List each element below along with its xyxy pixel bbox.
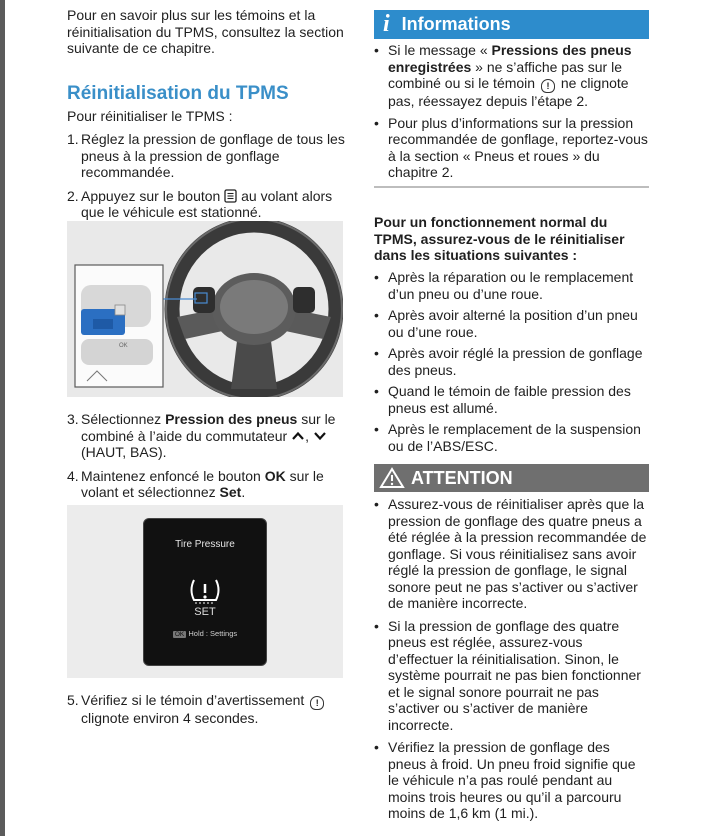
step-3-bold: Pression des pneus <box>165 411 298 427</box>
cluster-hold-text: Hold : Settings <box>188 629 238 638</box>
tpms-indicator-icon: ! <box>310 696 324 710</box>
chevron-up-icon <box>291 431 305 441</box>
info-title: Informations <box>401 14 511 34</box>
steering-wheel-figure <box>67 221 343 397</box>
situation-item: • Après le remplacement de la suspension ou de l’ABS/ESC. <box>374 421 650 454</box>
steps-list-a <box>67 131 347 227</box>
attention-title: ATTENTION <box>411 467 513 488</box>
cluster-figure <box>67 505 343 678</box>
step-4-text-a: Maintenez enfoncé le bouton <box>81 467 265 484</box>
step-2 <box>67 188 347 221</box>
attention-item: • Assurez-vous de réinitialiser après que la pression de gonflage des quatre pneus a été réglée à la pression recommandée de gonflage. Si vous réinitialisez sans avoir réglé la pression de gonflage, le signal sonore peut ne pas s’activer ou s’activer de manière incorrecte. <box>374 496 650 612</box>
step-4 <box>67 468 347 501</box>
cluster-title: Tire Pressure <box>175 539 235 550</box>
step-5 <box>67 692 347 727</box>
steering-info-button-icon <box>224 189 237 203</box>
step-3 <box>67 411 347 461</box>
cluster-ok-key: OK <box>174 631 185 638</box>
info-bottom-rule <box>374 186 649 188</box>
info-bullet-1 <box>374 42 650 110</box>
lead-text: Pour réinitialiser le TPMS : <box>67 108 233 124</box>
warning-triangle-icon <box>379 467 405 489</box>
info-b1-bold: Pressions des pneus enregistrées <box>388 42 632 75</box>
step-3-number: 3. <box>67 411 79 427</box>
tpms-indicator-icon: ! <box>541 79 555 93</box>
situation-item: • Quand le témoin de faible pression des pneus est allumé. <box>374 383 650 416</box>
steps-list-c <box>67 692 347 733</box>
inset-ok-label: OK <box>119 343 128 349</box>
situations-heading: Pour un fonctionnement normal du TPMS, assurez-vous de le réinitialiser dans les situations suivantes : <box>374 214 625 263</box>
info-b1-a: Si le message « <box>388 42 492 58</box>
tpms-warning-icon <box>185 576 225 606</box>
chevron-down-icon <box>313 431 327 441</box>
situation-item: • Après avoir alterné la position d’un pneu ou d’une roue. <box>374 307 650 340</box>
step-5-text-before: Vérifiez si le témoin d’avertissement <box>81 692 305 708</box>
step-4-number: 4. <box>67 467 79 484</box>
situation-item: • Après la réparation ou le remplacement d’un pneu ou d’une roue. <box>374 269 650 302</box>
step-1-number: 1. <box>67 131 79 147</box>
step-3-text-c: sur le combiné à l’aide du commutateur <box>81 411 336 444</box>
step-1 <box>67 131 347 181</box>
step-2-text-before: Appuyez sur le bouton <box>81 187 221 204</box>
info-list <box>374 42 650 186</box>
step-4-bold-ok: OK <box>264 467 286 484</box>
attention-header <box>374 464 649 492</box>
step-2-number: 2. <box>67 187 79 204</box>
intro-paragraph: Pour en savoir plus sur les témoins et la réinitialisation du TPMS, consultez la section suivante de ce chapitre. <box>67 7 344 56</box>
step-4-period: . <box>241 484 246 500</box>
page-edge-bar <box>0 0 5 836</box>
step-5-text-after: clignote environ 4 secondes. <box>81 710 259 726</box>
step-4-bold-set: Set <box>219 484 242 500</box>
cluster-hold-row <box>144 629 266 638</box>
info-header <box>374 10 649 39</box>
attention-item: • Si la pression de gonflage des quatre pneus est réglée, assurez-vous d’effectuer la réinitialisation. Sinon, le système pourrait ne pas bien fonctionner et le signal sonore pourrait ne pas s’activer ou s’activer de manière incorrecte. <box>374 618 650 734</box>
steps-list-b <box>67 411 347 507</box>
step-5-number: 5. <box>67 692 79 708</box>
step-3-comma: , <box>305 427 310 444</box>
info-b1-d: ne clignote pas, réessayez depuis l’étape 2. <box>388 75 629 109</box>
situations-list <box>374 269 650 459</box>
attention-item: • Vérifiez la pression de gonflage des pneus à froid. Un pneu froid signifie que le véhicule n’a pas roulé pendant au moins trois heures ou qu’il a parcouru moins de 1,6 km (1 mi.). <box>374 739 650 822</box>
attention-list <box>374 496 650 827</box>
step-3-text-a: Sélectionnez <box>81 411 166 427</box>
info-b1-c: » ne s’affiche pas sur le combiné ou si le témoin <box>388 58 622 91</box>
step-3-text-e: (HAUT, BAS). <box>81 444 167 460</box>
cluster-set-label: SET <box>194 606 216 618</box>
section-title: Réinitialisation du TPMS <box>67 83 289 104</box>
step-4-text-c: sur le volant et sélectionnez <box>81 467 324 500</box>
step-2-text-after: au volant alors que le véhicule est stationné. <box>81 187 333 220</box>
info-bullet-2: • Pour plus d’informations sur la pression recommandée de gonflage, reportez-vous à la section « Pneus et roues » du chapitre 2. <box>374 115 650 181</box>
step-1-text: Réglez la pression de gonflage de tous les pneus à la pression de gonflage recommandée. <box>81 131 345 180</box>
cluster-screen <box>143 518 267 666</box>
situation-item: • Après avoir réglé la pression de gonflage des pneus. <box>374 345 650 378</box>
steering-wheel-illustration <box>67 221 343 397</box>
info-icon: i <box>383 11 390 37</box>
